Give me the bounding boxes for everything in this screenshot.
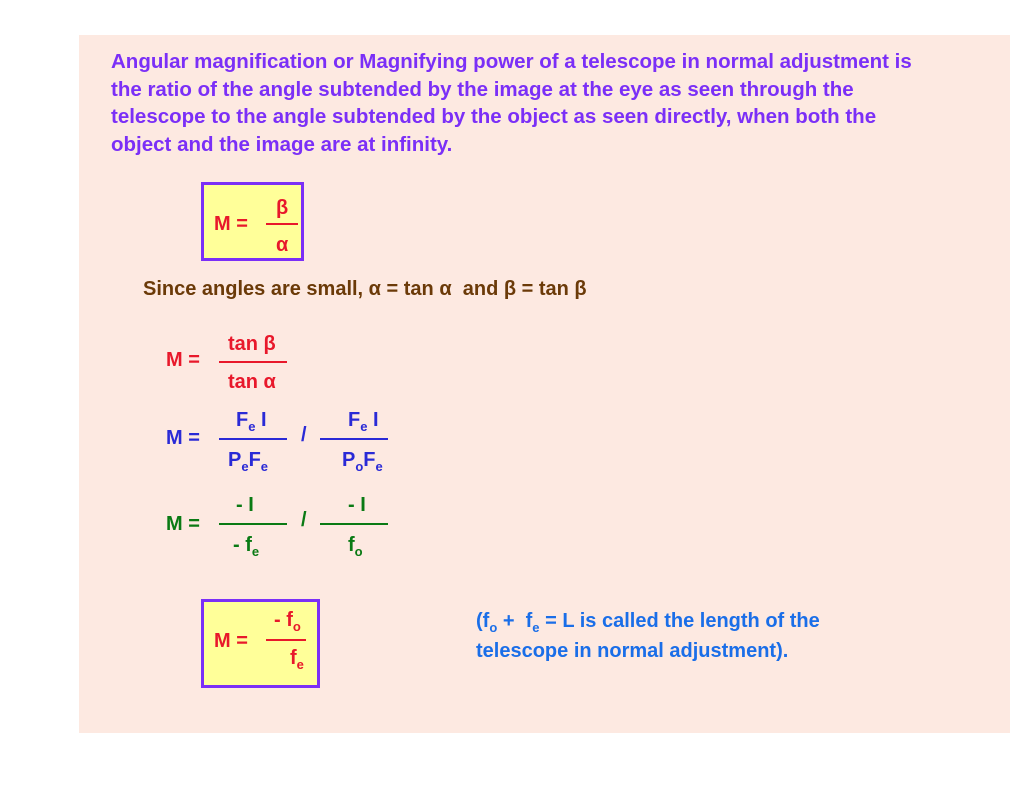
box2-lhs: M = [214,630,248,652]
telescope-length-note [476,607,820,665]
box1-denominator: α [276,234,289,256]
eq4-frac2-numerator: - I [348,494,366,516]
eq3-frac2-bar [320,438,388,440]
eq2-denominator: tan α [228,371,276,393]
box1-fraction-bar [266,223,298,225]
formula-box-fo-fe [201,599,320,688]
eq3-frac1-numerator: $F_e$ I [236,409,267,434]
eq4-frac1-numerator: - I [236,494,254,516]
box2-denominator: $f_e$ [290,647,304,672]
eq3-frac2-denominator: $P_oF_e$ [342,449,383,474]
box2-fraction-bar [266,639,306,641]
eq2-lhs: M = [166,349,200,371]
box2-numerator: - $f_o$ [274,609,301,634]
eq3-frac1-bar [219,438,287,440]
eq3-slash: / [301,424,307,446]
small-angle-statement: Since angles are small, α = tan α and β = tan β [143,278,587,300]
note-line-2: telescope in normal adjustment). [476,640,789,662]
eq4-slash: / [301,509,307,531]
eq4-frac1-bar [219,523,287,525]
eq2-numerator: tan β [228,333,276,355]
eq4-frac1-denominator: - $f_e$ [233,534,260,559]
eq3-frac2-numerator: $F_e$ I [348,409,379,434]
definition-paragraph: Angular magnification or Magnifying power of a telescope in normal adjustment is the ratio of the angle subtended by the image at the eye as seen through the telescope to the angle subtended by the object as seen directly, when both the object and the image are at infinity. [111,50,912,156]
eq4-lhs: M = [166,513,200,535]
box1-lhs: M = [214,213,248,235]
eq4-frac2-denominator: $f_o$ [348,534,363,559]
formula-box-beta-alpha [201,182,304,261]
eq4-frac2-bar [320,523,388,525]
eq2-fraction-bar [219,361,287,363]
eq3-lhs: M = [166,427,200,449]
box1-numerator: β [276,197,289,219]
eq3-frac1-denominator: $P_eF_e$ [228,449,269,474]
note-line-1: ($f_o + f_e = L$ is called the length of the [476,610,820,635]
